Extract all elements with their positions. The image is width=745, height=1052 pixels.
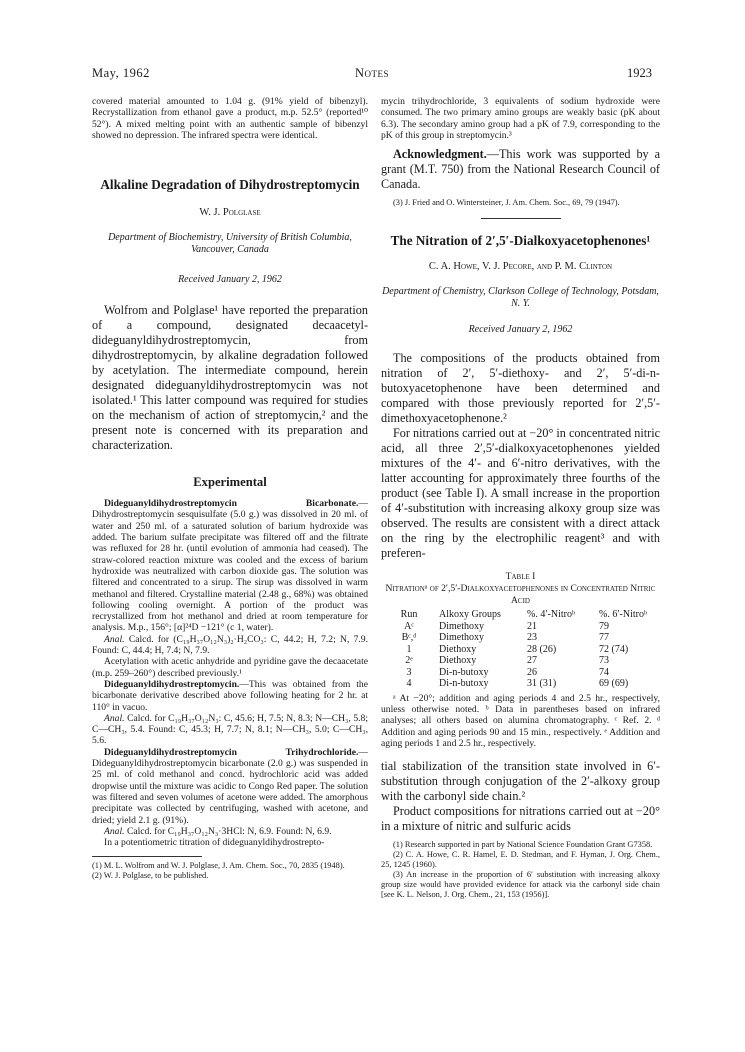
article-body: The compositions of the products obtained from nitration of 2′, 5′-diethoxy- and 2′, 5′-di-n-butoxyacetophenone have been determined and compared with those previously reported for 2′,5′-dimethoxyacetophenone.² <box>381 351 660 426</box>
table-cell: 77 <box>599 632 609 644</box>
table-row <box>381 644 660 656</box>
article-body: For nitrations carried out at −20° in concentrated nitric acid, all three 2′,5′-dialkoxyacetophenones yielded mixtures of the 4′- and 6′-nitro derivatives, with the latter accounting for approximately three fourths of the product (see Table I). A small increase in the proportion of 4′-substitution with increasing alkoxy group size was observed. The results are consistent with a direct attack on the ring by the electrophilic reagent³ and with preferen- <box>381 426 660 561</box>
continued-paragraph: mycin trihydrochloride, 3 equivalents of sodium hydroxide were consumed. The two primary amino groups are weakly basic (pK about 6.3). The secondary amino group had a pK of 7.9, corresponding to the pK of this group in streptomycin.³ <box>381 96 660 141</box>
table-cell: 28 (26) <box>527 643 557 655</box>
table-cell: 1 <box>406 643 412 655</box>
left-column <box>92 96 368 881</box>
column-header: Alkoxy Groups <box>439 609 501 621</box>
received-date: Received January 2, 1962 <box>178 274 282 286</box>
compound-heading: Dideguanyldihydrostreptomycin. <box>104 678 240 690</box>
acknowledgment-text: —This work was supported by a grant (M.T. 750) from the National Research Council of Canada. <box>381 147 660 192</box>
table-row <box>381 655 660 667</box>
procedure-text: —Dihydrostreptomycin sesquisulfate (5.0 g.) was dissolved in 20 ml. of water and 250 ml. of a saturated solution of barium hydroxide was added. The barium sulfate precipitate was filtered off and the filtrate was refluxed for 28 hr. (until evolution of ammonia had ceased). The straw-colored reaction mixture was cooled and the excess of barium hydroxide was neutralized with carbon dioxide gas. The solution was filtered and concentrated to a sirup. The sirup was dissolved in warm methanol and filtered. Crystalline material (2.48 g., 68%) was obtained following cooling overnight. A portion of the product was recrystallized from hot methanol and dried at room temperature for analysis. M.p., 156°; [α]²⁴D −121° (c 1, water). <box>92 498 368 634</box>
experimental-paragraph-1 <box>92 498 368 634</box>
section-heading: Experimental <box>193 475 267 490</box>
right-column <box>381 96 660 900</box>
table-cell: Di-n-butoxy <box>439 666 489 678</box>
table-block <box>381 571 660 749</box>
running-header <box>92 66 652 82</box>
table-cell: Bᶜ,ᵈ <box>401 632 417 644</box>
continued-paragraph: covered material amounted to 1.04 g. (91% yield of bibenzyl). Recrystallization from ethanol gave a product, m.p. 52.5° (reported¹⁰ 52°). A mixed melting point with an authentic sample of bibenzyl showed no depression. The infrared spectra were identical. <box>92 96 368 141</box>
table-cell: 73 <box>599 655 609 667</box>
table-row <box>381 621 660 633</box>
acknowledgment <box>381 147 660 192</box>
analysis-line <box>92 634 368 657</box>
table-cell: 2ᵉ <box>405 655 413 667</box>
article-title: Alkaline Degradation of Dihydrostreptomycin <box>100 177 360 193</box>
table-cell: 72 (74) <box>599 643 629 655</box>
table-cell: 3 <box>406 666 412 678</box>
analysis-text: Calcd. for C₁₉H₃₇O₁₂N₃·3HCl: N, 6.9. Found: N, 6.9. <box>126 825 332 837</box>
article-author: W. J. Polglase <box>199 207 261 219</box>
column-header: %. 4′-Nitroᵇ <box>527 609 576 621</box>
procedure-text: —Dideguanyldihydrostreptomycin bicarbonate (2.0 g.) was suspended in 25 ml. of cold methanol and concd. hydrochloric acid was added dropwise until the mixture was acidic to Congo Red paper. The solution was filtered and seven volumes of acetone were added. The amorphous precipitate was collected by centrifuging, washed with acetone, and dried; yield 2.1 g. (91%). <box>92 746 368 826</box>
acknowledgment-heading: Acknowledgment. <box>393 147 487 162</box>
table-cell: Dimethoxy <box>439 632 484 644</box>
footnote: (1) M. L. Wolfrom and W. J. Polglase, J. Am. Chem. Soc., 70, 2835 (1948). <box>92 861 345 871</box>
table-cell: 69 (69) <box>599 678 629 690</box>
header-page-number: 1923 <box>627 66 652 80</box>
table-cell: Dimethoxy <box>439 620 484 632</box>
received-date: Received January 2, 1962 <box>468 324 573 336</box>
table-row <box>381 632 660 644</box>
table-cell: 27 <box>527 655 537 667</box>
author-affiliation: Department of Chemistry, Clarkson College of Technology, Potsdam, N. Y. <box>382 286 659 310</box>
article-body: Wolfrom and Polglase¹ have reported the preparation of a compound, designated decaacetyl-dideguanyldihydrostreptomycin, from dihydrostreptomycin, by alkaline degradation followed by acetylation. The intermediate compound, herein designated dideguanyldihydrostreptomycin was not isolated.¹ This latter compound was required for studies on the mechanism of action of streptomycin,² and the present note is concerned with its preparation and characterization. <box>92 303 368 453</box>
analysis-text: Calcd. for (C₁₉H₃₇O₁₂N₃)₂·H₂CO₃: C, 44.2; H, 7.2; N, 7.9. Found: C, 44.4; H, 7.4; N, 7.9. <box>92 633 368 657</box>
article-authors: C. A. Howe, V. J. Pecore, and P. M. Clinton <box>428 261 613 273</box>
table-row <box>381 678 660 690</box>
compound-heading: Dideguanyldihydrostreptomycin Trihydrochloride. <box>104 746 359 758</box>
article-body: Product compositions for nitrations carried out at −20° in a mixture of nitric and sulfuric acids <box>381 804 660 834</box>
footnote: (2) C. A. Howe, C. R. Hamel, E. D. Stedman, and F. Hyman, J. Org. Chem., 25, 1245 (1960). <box>381 850 660 870</box>
data-table <box>381 609 660 690</box>
table-cell: 21 <box>527 620 537 632</box>
experimental-paragraph-3 <box>92 747 368 826</box>
titration-paragraph: In a potentiometric titration of dideguanyldihydrostrepto- <box>104 837 325 849</box>
table-notes: ᵃ At −20°; addition and aging periods 4 and 2.5 hr., respectively, unless otherwise noted. ᵇ Data in parentheses based on infrared analyses; all others based on alumina chromatography. ᶜ Ref. 2. ᵈ Addition and aging periods 90 and 15 min., respectively. ᵉ Addition and aging periods 1 and 2.5 hr., respectively. <box>381 692 660 749</box>
compound-heading: Dideguanyldihydrostreptomycin Bicarbonate. <box>104 498 359 510</box>
table-row <box>381 667 660 679</box>
author-affiliation: Department of Biochemistry, University of British Columbia, Vancouver, Canada <box>108 232 352 256</box>
acetylation-paragraph: Acetylation with acetic anhydride and pyridine gave the decaacetate (m.p. 259–260°) described previously.¹ <box>92 656 368 679</box>
table-cell: 79 <box>599 620 609 632</box>
procedure-text: —This was obtained from the bicarbonate derivative described above following heating for 2 hr. at 110° in vacuo. <box>92 678 368 713</box>
analysis-line <box>92 826 368 837</box>
table-cell: 74 <box>599 666 609 678</box>
table-cell: 26 <box>527 666 537 678</box>
anal-label: Anal. <box>104 633 125 645</box>
anal-label: Anal. <box>104 825 125 837</box>
footnote: (1) Research supported in part by National Science Foundation Grant G7358. <box>393 840 653 850</box>
article-title: The Nitration of 2′,5′-Dialkoxyacetophenones¹ <box>390 233 651 249</box>
column-header: Run <box>400 609 418 621</box>
column-header: %. 6′-Nitroᵇ <box>599 609 648 621</box>
footnote: (3) An increase in the proportion of 6′ substitution with increasing alkoxy group size would have provided evidence for attack via the carbonyl side chain [see K. L. Nelson, J. Org. Chem., 21, 153 (1956)]. <box>381 870 660 900</box>
table-cell: Di-n-butoxy <box>439 678 489 690</box>
table-cell: 23 <box>527 632 537 644</box>
footnote: (3) J. Fried and O. Wintersteiner, J. Am. Chem. Soc., 69, 79 (1947). <box>393 198 620 208</box>
table-cell: Diethoxy <box>439 655 477 667</box>
table-caption: Nitrationᵃ of 2′,5′-Dialkoxyacetophenones in Concentrated Nitric Acid <box>385 583 656 607</box>
table-cell: 4 <box>406 678 412 690</box>
experimental-paragraph-2 <box>92 679 368 713</box>
footnote: (2) W. J. Polglase, to be published. <box>92 871 209 881</box>
table-cell: Diethoxy <box>439 643 477 655</box>
table-header-row <box>381 609 660 621</box>
table-label: Table I <box>505 571 536 583</box>
analysis-text: Calcd. for C₁₉H₃₇O₁₂N₃: C, 45.6; H, 7.5; N, 8.3; N—CH₃, 5.8; C—CH₃, 5.4. Found: C, 45.3; H, 7.7; N, 8.1; N—CH₃, 5.0; C—CH₃, 5.6. <box>92 712 368 747</box>
article-body: tial stabilization of the transition state involved in 6′-substitution through conjugation of the 2′-alkoxy group with the carbonyl side chain.² <box>381 759 660 804</box>
header-section: Notes <box>354 66 390 80</box>
analysis-line <box>92 713 368 747</box>
anal-label: Anal. <box>104 712 125 724</box>
header-date: May, 1962 <box>92 66 150 80</box>
table-cell: Aᶜ <box>404 620 414 632</box>
table-cell: 31 (31) <box>527 678 557 690</box>
